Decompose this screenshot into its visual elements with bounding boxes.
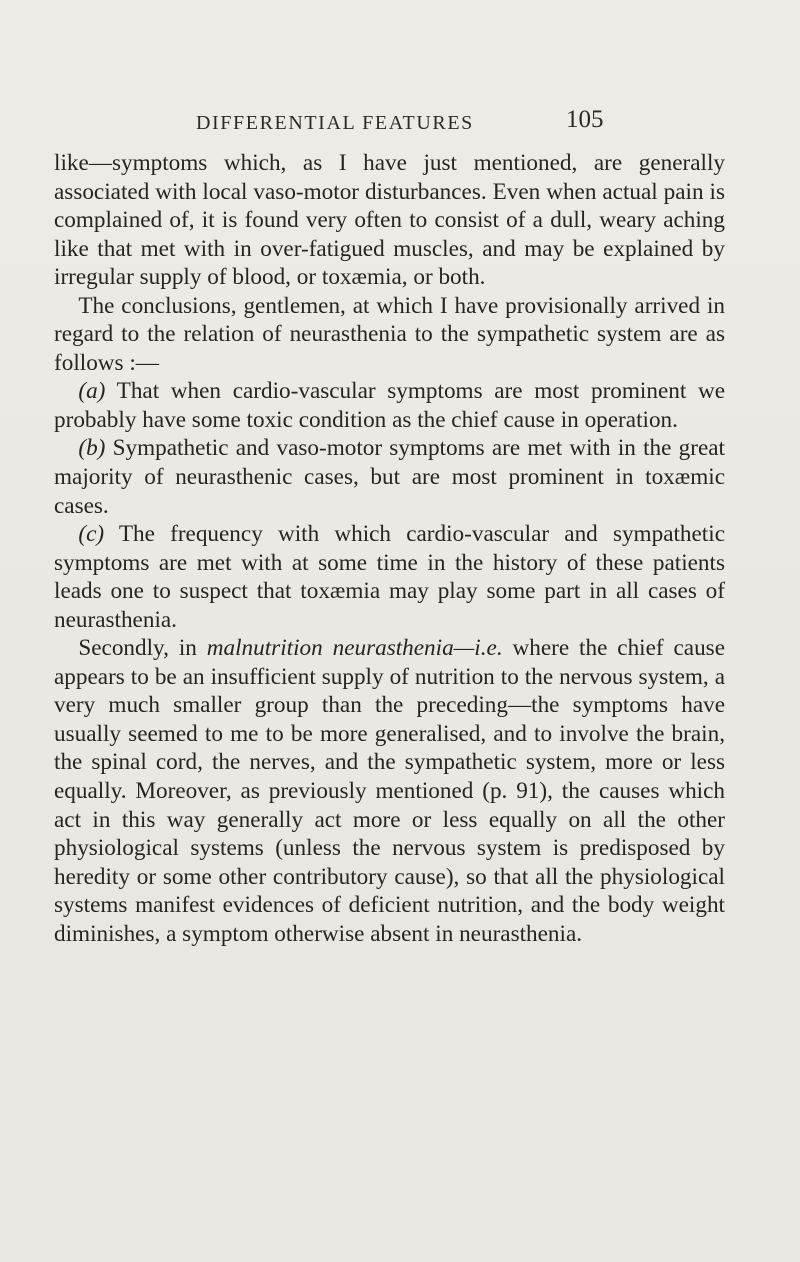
conclusion-a-label: (a)	[78, 378, 106, 405]
conclusion-c-text: The frequency with which cardio-vascular and sympathetic symptoms are met with at some time in the history of these patients leads one to suspect that toxæmia may play some part in all cases of neurasthenia.	[54, 521, 725, 633]
paragraph-malnutrition	[54, 634, 725, 948]
malnutrition-text: where the chief cause appears to be an insufficient supply of nutrition to the nervous system, a very much smaller group than the preceding—the symptoms have usually seemed to me to be more generalised, and to involve the brain, the spinal cord, the nerves, and the sympathetic system, more or less equally. Moreover, as previously mentioned (p. 91), the causes which act in this way generally act more or less equally on all the other physiological systems (unless the nervous system is predisposed by heredity or some other contributory cause), so that all the physiological systems manifest evidences of deficient nutrition, and the body weight diminishes, a symptom otherwise absent in neurasthenia.	[54, 635, 725, 947]
conclusion-b-text: Sympathetic and vaso-motor symptoms are met with in the great majority of neurasthenic cases, but are most prominent in toxæmic cases.	[54, 435, 725, 519]
conclusion-c-label: (c)	[78, 521, 105, 548]
conclusion-c	[54, 520, 725, 634]
conclusion-b	[54, 434, 725, 520]
running-title: DIFFERENTIAL FEATURES	[196, 112, 474, 134]
malnutrition-term: malnutrition neurasthenia—i.e.	[206, 635, 503, 662]
malnutrition-intro: Secondly, in	[78, 635, 207, 662]
body-text	[54, 149, 725, 948]
conclusion-a-text: That when cardio-vascular symptoms are most prominent we probably have some toxic condition as the chief cause in operation.	[54, 378, 725, 433]
paragraph-continuation: like—symptoms which, as I have just mentioned, are generally associated with local vaso-motor disturbances. Even when actual pain is complained of, it is found very often to consist of a dull, weary aching like that met with in over-fatigued muscles, and may be explained by irregular supply of blood, or toxæmia, or both.	[54, 150, 725, 291]
page-number: 105	[566, 106, 604, 133]
paragraph-conclusions-intro: The conclusions, gentlemen, at which I have provisionally arrived in regard to the relation of neurasthenia to the sympathetic system are as follows :—	[54, 292, 725, 376]
conclusion-b-label: (b)	[78, 435, 106, 462]
conclusion-a	[54, 377, 725, 434]
